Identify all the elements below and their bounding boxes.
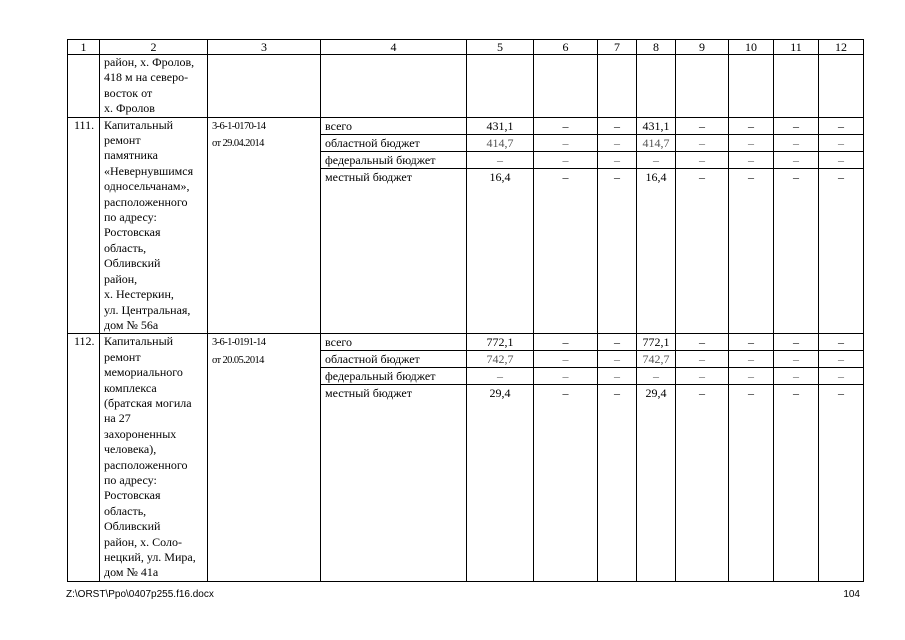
amount-value: – [562,169,569,184]
amount-value: – [748,386,754,401]
amount-value: – [676,334,728,351]
amount-value: 772,1 [467,334,533,351]
amount-value: – [467,368,533,385]
column-number: 4 [321,40,467,55]
funding-source-label: областной бюджет [321,135,466,152]
amount-cell [467,117,534,334]
amount-value: – [819,152,863,169]
amount-value: – [729,135,773,152]
amount-value: – [774,351,818,368]
row-number-cell [68,55,100,118]
amount-value: – [562,386,569,401]
amount-value: – [774,135,818,152]
amount-cell [637,334,676,582]
amount-cell [467,334,534,582]
object-name-cell: район, х. Фролов, 418 м на северо- восток от х. Фролов [100,55,208,118]
funding-source-label: федеральный бюджет [321,152,466,169]
amount-value: – [819,351,863,368]
amount-value: – [819,118,863,135]
amount-value: – [534,368,597,385]
document-cell [208,117,321,334]
funding-source-label: всего [321,334,466,351]
funding-source-label: местный бюджет [325,386,412,401]
amount-value: – [534,334,597,351]
amount-value: 431,1 [637,118,675,135]
amount-value: – [699,386,705,401]
amount-value: – [819,135,863,152]
amount-cell [676,334,729,582]
document-cell [208,334,321,582]
funding-source-cell [321,334,467,582]
continued-row [68,55,864,118]
amount-value: – [793,386,799,401]
amount-cell [729,117,774,334]
funding-source-label: местный бюджет [325,169,412,184]
amount-value: – [729,334,773,351]
empty-cell [467,55,534,118]
amount-value: – [676,135,728,152]
amount-value: – [748,169,754,184]
amount-cell [637,117,676,334]
column-number: 10 [729,40,774,55]
amount-value: 16,4 [489,169,511,184]
amount-cell [819,334,864,582]
amount-value: – [534,135,597,152]
amount-value: – [699,169,705,184]
amount-value: 742,7 [467,351,533,368]
amount-value: – [793,169,799,184]
amount-value: – [774,368,818,385]
amount-value: – [534,351,597,368]
funding-source-label: всего [321,118,466,135]
column-number: 11 [774,40,819,55]
amount-value: – [676,351,728,368]
amount-value: – [467,152,533,169]
amount-value: – [598,368,636,385]
amount-value: 414,7 [467,135,533,152]
column-number: 6 [534,40,598,55]
amount-value: – [676,118,728,135]
column-number: 9 [676,40,729,55]
amount-value: – [819,334,863,351]
object-name-cell: Капитальный ремонт мемориального комплекса (братская могила на 27 захороненных человека), расположенного по адресу: Ростовская область, Обливский район, х. Соло- нецкий, ул. Мира, дом № 41а [100,334,208,582]
amount-value: 772,1 [637,334,675,351]
amount-value: 431,1 [467,118,533,135]
document-number: 3-6-1-0170-14 [212,120,266,132]
amount-value: 414,7 [637,135,675,152]
amount-cell [774,334,819,582]
amount-value: – [676,152,728,169]
object-name-cell: Капитальный ремонт памятника «Невернувшимся односельчанам», расположенного по адресу: Ростовская область, Обливский район, х. Нестеркин, ул. Центральная, дом № 56а [100,117,208,334]
amount-value: – [729,118,773,135]
amount-value: 742,7 [637,351,675,368]
document-date: от 29.04.2014 [212,138,264,150]
table-body [68,40,864,582]
amount-value: – [598,334,636,351]
amount-value: 29,4 [489,386,511,401]
column-number: 12 [819,40,864,55]
amount-value: – [819,368,863,385]
amount-cell [819,117,864,334]
amount-value: – [838,386,844,401]
amount-cell [774,117,819,334]
amount-value: 16,4 [645,169,667,184]
budget-table [67,39,864,582]
amount-cell [534,117,598,334]
column-number: 7 [598,40,637,55]
funding-source-cell [321,117,467,334]
empty-cell [534,55,598,118]
amount-cell [598,334,637,582]
column-number-row [68,40,864,55]
file-path: Z:\ORST\Ppo\0407p255.f16.docx [66,589,214,600]
table-row [68,334,864,582]
amount-value: – [637,368,675,385]
row-number-cell: 112. [68,334,100,582]
amount-cell [534,334,598,582]
column-number: 8 [637,40,676,55]
amount-cell [598,117,637,334]
column-number: 1 [68,40,100,55]
amount-cell [676,117,729,334]
amount-value: – [598,135,636,152]
amount-value: – [534,118,597,135]
empty-cell [819,55,864,118]
amount-value: – [598,351,636,368]
empty-cell [729,55,774,118]
funding-source-label: областной бюджет [321,351,466,368]
table-row [68,117,864,334]
empty-cell [774,55,819,118]
empty-cell [637,55,676,118]
amount-value: – [676,368,728,385]
document-number: 3-6-1-0191-14 [212,337,266,349]
empty-cell [208,55,321,118]
amount-value: – [534,152,597,169]
column-number: 5 [467,40,534,55]
amount-value: – [729,351,773,368]
amount-cell [729,334,774,582]
page-number: 104 [843,589,860,600]
empty-cell [676,55,729,118]
amount-value: – [614,169,620,184]
amount-value: – [637,152,675,169]
amount-value: – [598,118,636,135]
empty-cell [598,55,637,118]
column-number: 2 [100,40,208,55]
column-number: 3 [208,40,321,55]
row-number-cell: 111. [68,117,100,334]
amount-value: – [614,386,620,401]
amount-value: – [729,152,773,169]
amount-value: – [774,118,818,135]
amount-value: – [729,368,773,385]
empty-cell [321,55,467,118]
amount-value: – [774,334,818,351]
amount-value: – [838,169,844,184]
amount-value: – [774,152,818,169]
document-date: от 20.05.2014 [212,354,264,366]
amount-value: 29,4 [645,386,667,401]
amount-value: – [598,152,636,169]
funding-source-label: федеральный бюджет [321,368,466,385]
